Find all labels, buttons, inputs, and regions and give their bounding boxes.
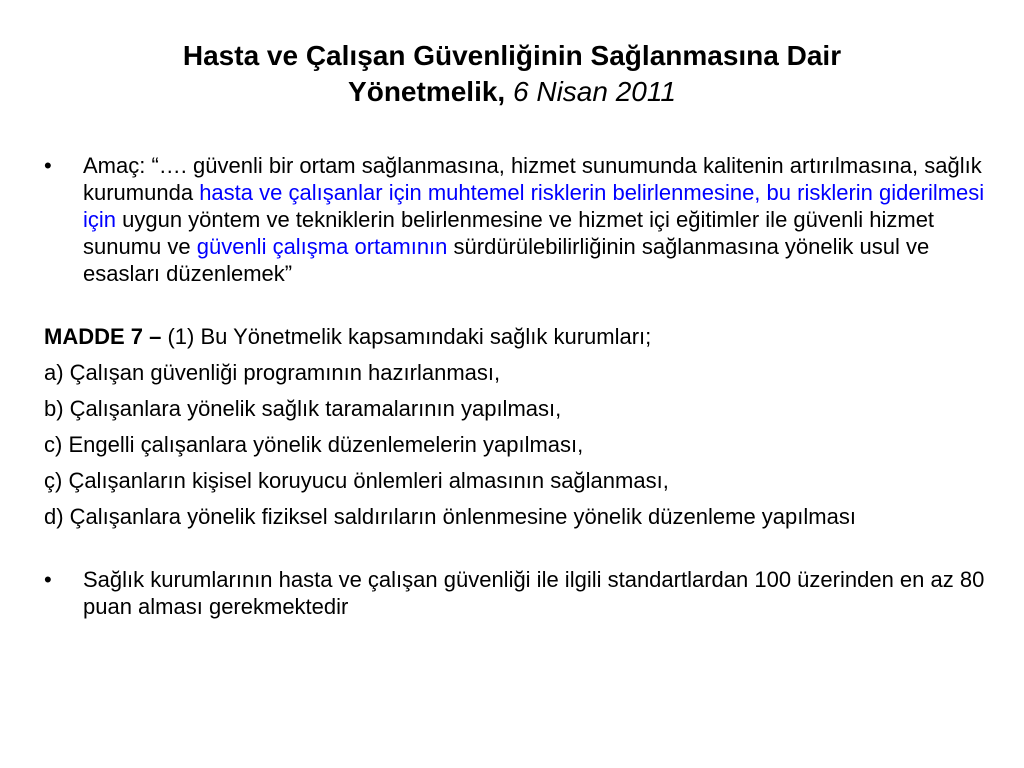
purpose-text-3: sürdürülebilirliğinin sağlanmasına yönelik usul ve esasları düzenlemek” (83, 234, 930, 286)
standards-bullet (44, 566, 994, 620)
article-label: MADDE 7 – (44, 324, 162, 349)
slide-title (40, 38, 984, 110)
bullet-icon: • (44, 153, 52, 178)
purpose-bullet (44, 152, 994, 287)
title-line-2 (40, 74, 984, 110)
article-text: (1) Bu Yönetmelik kapsamındaki sağlık kurumları; (161, 324, 652, 349)
purpose-highlight-1: hasta ve çalışanlar için muhtemel risklerin belirlenmesine, bu risklerin giderilmesi için (83, 180, 985, 232)
article-heading (44, 323, 994, 350)
list-item-d: d) Çalışanlara yönelik fiziksel saldırıların önlenmesine yönelik düzenleme yapılması (44, 504, 856, 529)
purpose-text-1: Amaç: “…. güvenli bir ortam sağlanmasına, hizmet sunumunda kalitenin artırılmasına, sağlık kurumunda (83, 153, 982, 205)
bullet-icon: • (44, 567, 52, 592)
list-item-a: a) Çalışan güvenliği programının hazırlanması, (44, 360, 501, 385)
purpose-highlight-2: güvenli çalışma ortamının (196, 234, 448, 259)
standards-text: Sağlık kurumlarının hasta ve çalışan güvenliği ile ilgili standartlardan 100 üzerinden en az 80 puan alması gerekmektedir (83, 567, 985, 619)
title-line-1: Hasta ve Çalışan Güvenliğinin Sağlanmasına Dair (182, 40, 842, 71)
list-item-cc: ç) Çalışanların kişisel koruyucu önlemleri almasının sağlanması, (44, 468, 669, 493)
list-item-c: c) Engelli çalışanlara yönelik düzenlemelerin yapılması, (44, 432, 584, 457)
title-date: 6 Nisan 2011 (513, 76, 676, 107)
slide-body (44, 152, 994, 620)
purpose-text-2: uygun yöntem ve tekniklerin belirlenmesine ve hizmet içi eğitimler ile güvenli hizmet sunumu ve (83, 207, 935, 259)
title-regulation-word: Yönetmelik, (348, 76, 506, 107)
list-item-b: b) Çalışanlara yönelik sağlık taramalarının yapılması, (44, 396, 562, 421)
